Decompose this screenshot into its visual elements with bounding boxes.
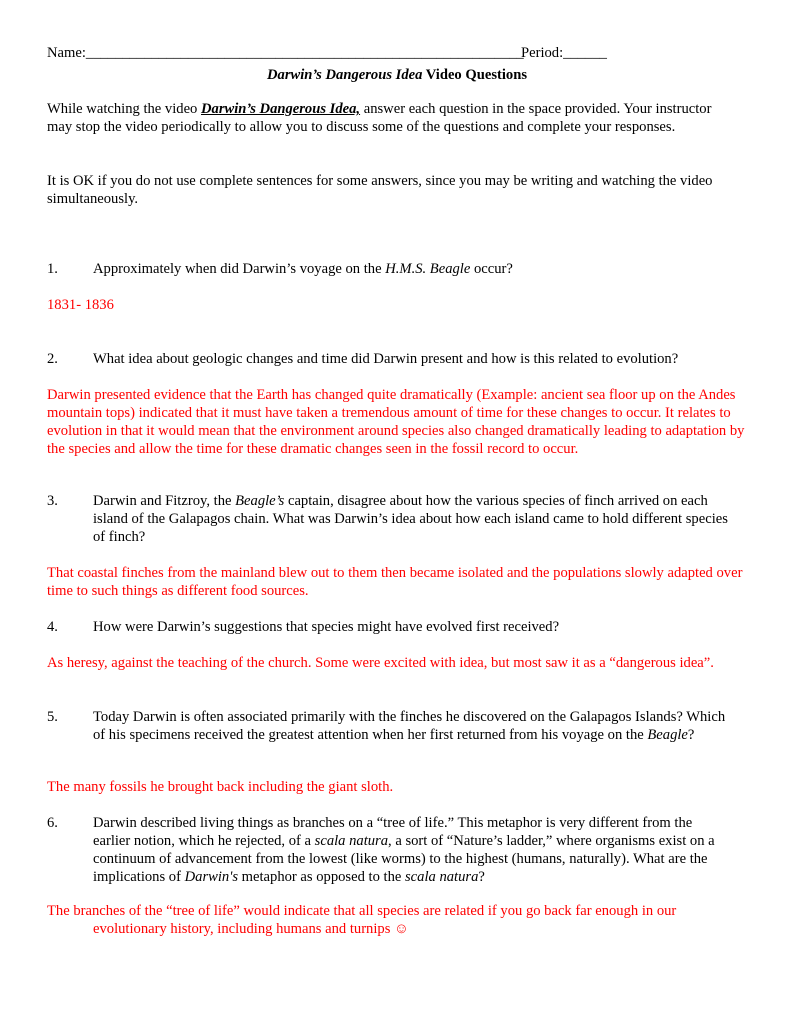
question-5 bbox=[47, 708, 747, 744]
question-text-part: captain, disagree about how the various species of finch arrived on each island of the Galapagos chain. What was Darwin’s idea about how each island came to hold different species of finch? bbox=[93, 493, 728, 545]
title-video-name: Darwin’s Dangerous Idea bbox=[266, 67, 423, 83]
question-text-part: , a sort of “Nature’s ladder,” where organisms exist on a continuum of advancement from the lowest (like worms) to the highest (humans, naturally). What are the implications of bbox=[93, 833, 715, 885]
ship-name: Beagle bbox=[647, 727, 688, 743]
intro-before: While watching the video bbox=[47, 101, 201, 117]
question-number: 2. bbox=[47, 351, 58, 367]
intro-paragraph bbox=[47, 100, 737, 136]
question-number: 1. bbox=[47, 261, 58, 277]
answer-5: The many fossils he brought back including the giant sloth. bbox=[47, 779, 394, 795]
intro-after: answer each question in the space provided. Your instructor may stop the video periodically to allow you to discuss some of the questions and complete your responses. bbox=[47, 101, 712, 135]
question-text-part: How were Darwin’s suggestions that species might have evolved first received? bbox=[93, 619, 560, 635]
question-text bbox=[93, 708, 733, 744]
question-2 bbox=[47, 350, 747, 368]
worksheet-page bbox=[47, 44, 747, 937]
question-text-part: Approximately when did Darwin’s voyage on the bbox=[93, 261, 386, 277]
question-text-part: Darwin and Fitzroy, the bbox=[93, 493, 236, 509]
question-6 bbox=[47, 814, 747, 886]
question-text bbox=[93, 260, 733, 278]
question-text-part: ? bbox=[687, 727, 695, 743]
question-text-part: Darwin described living things as branches on a “tree of life.” This metaphor is very different from the earlier notion, which he rejected, of a bbox=[93, 815, 693, 849]
question-text bbox=[93, 618, 733, 636]
header-line bbox=[47, 44, 747, 62]
answer-6: The branches of the “tree of life” would indicate that all species are related if you go back far enough in our evolutionary history, including humans and turnips ☺ bbox=[47, 903, 677, 937]
question-number: 4. bbox=[47, 619, 58, 635]
question-4 bbox=[47, 618, 747, 636]
question-text-part: occur? bbox=[470, 261, 513, 277]
ship-name: Beagle’s bbox=[235, 493, 285, 509]
question-text-part: ? bbox=[478, 869, 485, 885]
note-paragraph: It is OK if you do not use complete sentences for some answers, since you may be writing and watching the video simultaneously. bbox=[47, 173, 713, 207]
title-rest: Video Questions bbox=[422, 67, 528, 83]
question-text-part: metaphor as opposed to the bbox=[238, 869, 405, 885]
scala-natura-term: scala natura bbox=[314, 833, 389, 849]
intro-video-title: Darwin’s Dangerous Idea, bbox=[201, 101, 361, 117]
scala-natura-term: scala natura bbox=[405, 869, 479, 885]
question-text bbox=[93, 492, 733, 546]
answer-1: 1831- 1836 bbox=[47, 297, 114, 313]
darwins-term: Darwin's bbox=[184, 869, 239, 885]
question-number: 3. bbox=[47, 493, 58, 509]
question-text-part: What idea about geologic changes and time did Darwin present and how is this related to evolution? bbox=[93, 351, 679, 367]
answer-4: As heresy, against the teaching of the church. Some were excited with idea, but most saw it as a “dangerous idea”. bbox=[47, 655, 714, 671]
name-field[interactable]: Name:____________________________________________________________ bbox=[47, 45, 524, 61]
question-1 bbox=[47, 260, 747, 278]
ship-name: H.M.S. Beagle bbox=[385, 261, 471, 277]
answer-3: That coastal finches from the mainland blew out to them then became isolated and the populations slowly adapted over time to such things as different food sources. bbox=[47, 565, 743, 599]
page-title bbox=[47, 66, 747, 84]
period-field[interactable]: Period:______ bbox=[521, 45, 607, 61]
question-text-part: Today Darwin is often associated primarily with the finches he discovered on the Galapagos Islands? Which of his specimens received the greatest attention when her first returned from his voyage on the bbox=[93, 709, 726, 743]
question-3 bbox=[47, 492, 747, 546]
question-text bbox=[93, 814, 733, 886]
answer-2: Darwin presented evidence that the Earth has changed quite dramatically (Example: ancient sea floor up on the Andes mountain tops) indicated that it must have taken a tremendous amount of time for these changes to occur. It relates to evolution in that it would mean that the environment around species also changed dramatically leading to adaptation by the species and allow the time for these dramatic changes seen in the fossil record to occur. bbox=[47, 387, 745, 457]
question-text bbox=[93, 350, 753, 368]
question-number: 6. bbox=[47, 815, 58, 831]
question-number: 5. bbox=[47, 709, 58, 725]
